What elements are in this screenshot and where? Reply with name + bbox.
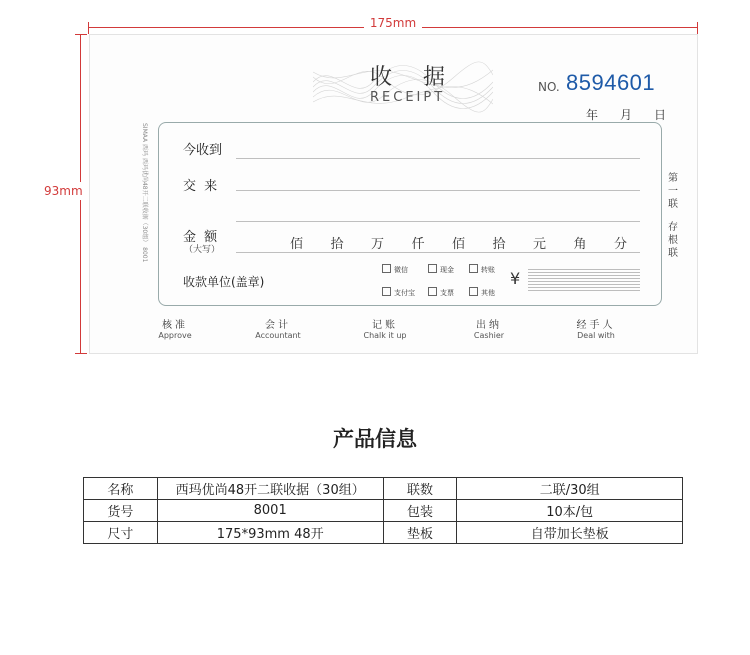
table-row: [84, 522, 683, 544]
signature-bookkeeping: 记账 Chalk it up: [363, 320, 407, 340]
width-dimension-label: 175mm: [364, 16, 422, 30]
date-year: 年: [586, 108, 599, 122]
yen-symbol: ¥: [510, 269, 521, 288]
payment-for-line-1[interactable]: [236, 190, 640, 191]
table-key: 尺寸: [84, 522, 158, 544]
product-info-title: 产品信息: [333, 427, 417, 451]
signature-cashier: 出纳 Cashier: [473, 320, 505, 340]
checkbox-cash[interactable]: 现金: [428, 264, 454, 275]
table-key: 联数: [383, 478, 457, 500]
date-month: 月: [620, 108, 633, 122]
checkbox-wechat[interactable]: 微信: [382, 264, 408, 275]
unit-bai-2: 佰: [452, 237, 466, 252]
side-code-text: SIMAA 西玛 西玛优尚48开二联收据（30组） 8001: [141, 123, 148, 263]
amount-line[interactable]: [236, 252, 640, 253]
side-code: [132, 123, 156, 303]
unit-qian: 仟: [411, 237, 425, 252]
payment-for-label: 交 来: [183, 179, 220, 194]
receipt-number-label: NO.: [538, 80, 560, 94]
unit-jiao: 角: [573, 237, 587, 252]
received-from-line[interactable]: [236, 158, 640, 159]
received-from-label: 今收到: [183, 143, 223, 158]
unit-fen: 分: [614, 237, 628, 252]
checkbox-other[interactable]: 其他: [469, 287, 495, 298]
unit-wan: 万: [371, 237, 385, 252]
receipt-number: 8594601: [566, 70, 656, 95]
table-key: 名称: [84, 478, 158, 500]
table-row: [84, 500, 683, 522]
signature-handler: 经手人 Deal with: [576, 320, 616, 340]
unit-bai: 佰: [290, 237, 304, 252]
copy-label-stub: 存根联: [668, 222, 678, 259]
amount-sublabel: （大写）: [184, 245, 221, 255]
table-key: 货号: [84, 500, 158, 522]
payment-for-line-2[interactable]: [236, 221, 640, 222]
receipt-title-en: RECEIPT: [370, 90, 446, 105]
signature-approve: 核准 Approve: [158, 320, 192, 340]
table-value: 10本/包: [457, 500, 683, 522]
table-value: 自带加长垫板: [457, 522, 683, 544]
product-info-table: [83, 477, 683, 544]
unit-yuan: 元: [533, 237, 547, 252]
date-day: 日: [654, 108, 667, 122]
table-value: 175*93mm 48开: [157, 522, 383, 544]
payee-label: 收款单位(盖章): [183, 275, 265, 289]
table-row: [84, 478, 683, 500]
width-dimension: [88, 16, 698, 34]
checkbox-transfer[interactable]: 转账: [469, 264, 495, 275]
amount-label: 金 额: [183, 230, 220, 245]
amount-figure-field[interactable]: [528, 269, 640, 293]
receipt-title-cn: 收 据: [370, 65, 457, 90]
unit-shi: 拾: [330, 237, 344, 252]
signature-accountant: 会计 Accountant: [255, 320, 301, 340]
table-key: 包装: [383, 500, 457, 522]
table-key: 垫板: [383, 522, 457, 544]
unit-shi-2: 拾: [492, 237, 506, 252]
table-value: 8001: [157, 500, 383, 522]
checkbox-cheque[interactable]: 支票: [428, 287, 454, 298]
date-row: [586, 106, 688, 123]
height-dimension-label: 93mm: [44, 184, 83, 198]
table-value: 西玛优尚48开二联收据（30组）: [157, 478, 383, 500]
checkbox-alipay[interactable]: 支付宝: [382, 287, 415, 298]
table-value: 二联/30组: [457, 478, 683, 500]
amount-units: [290, 233, 655, 252]
copy-label-first: 第一联: [668, 173, 678, 210]
